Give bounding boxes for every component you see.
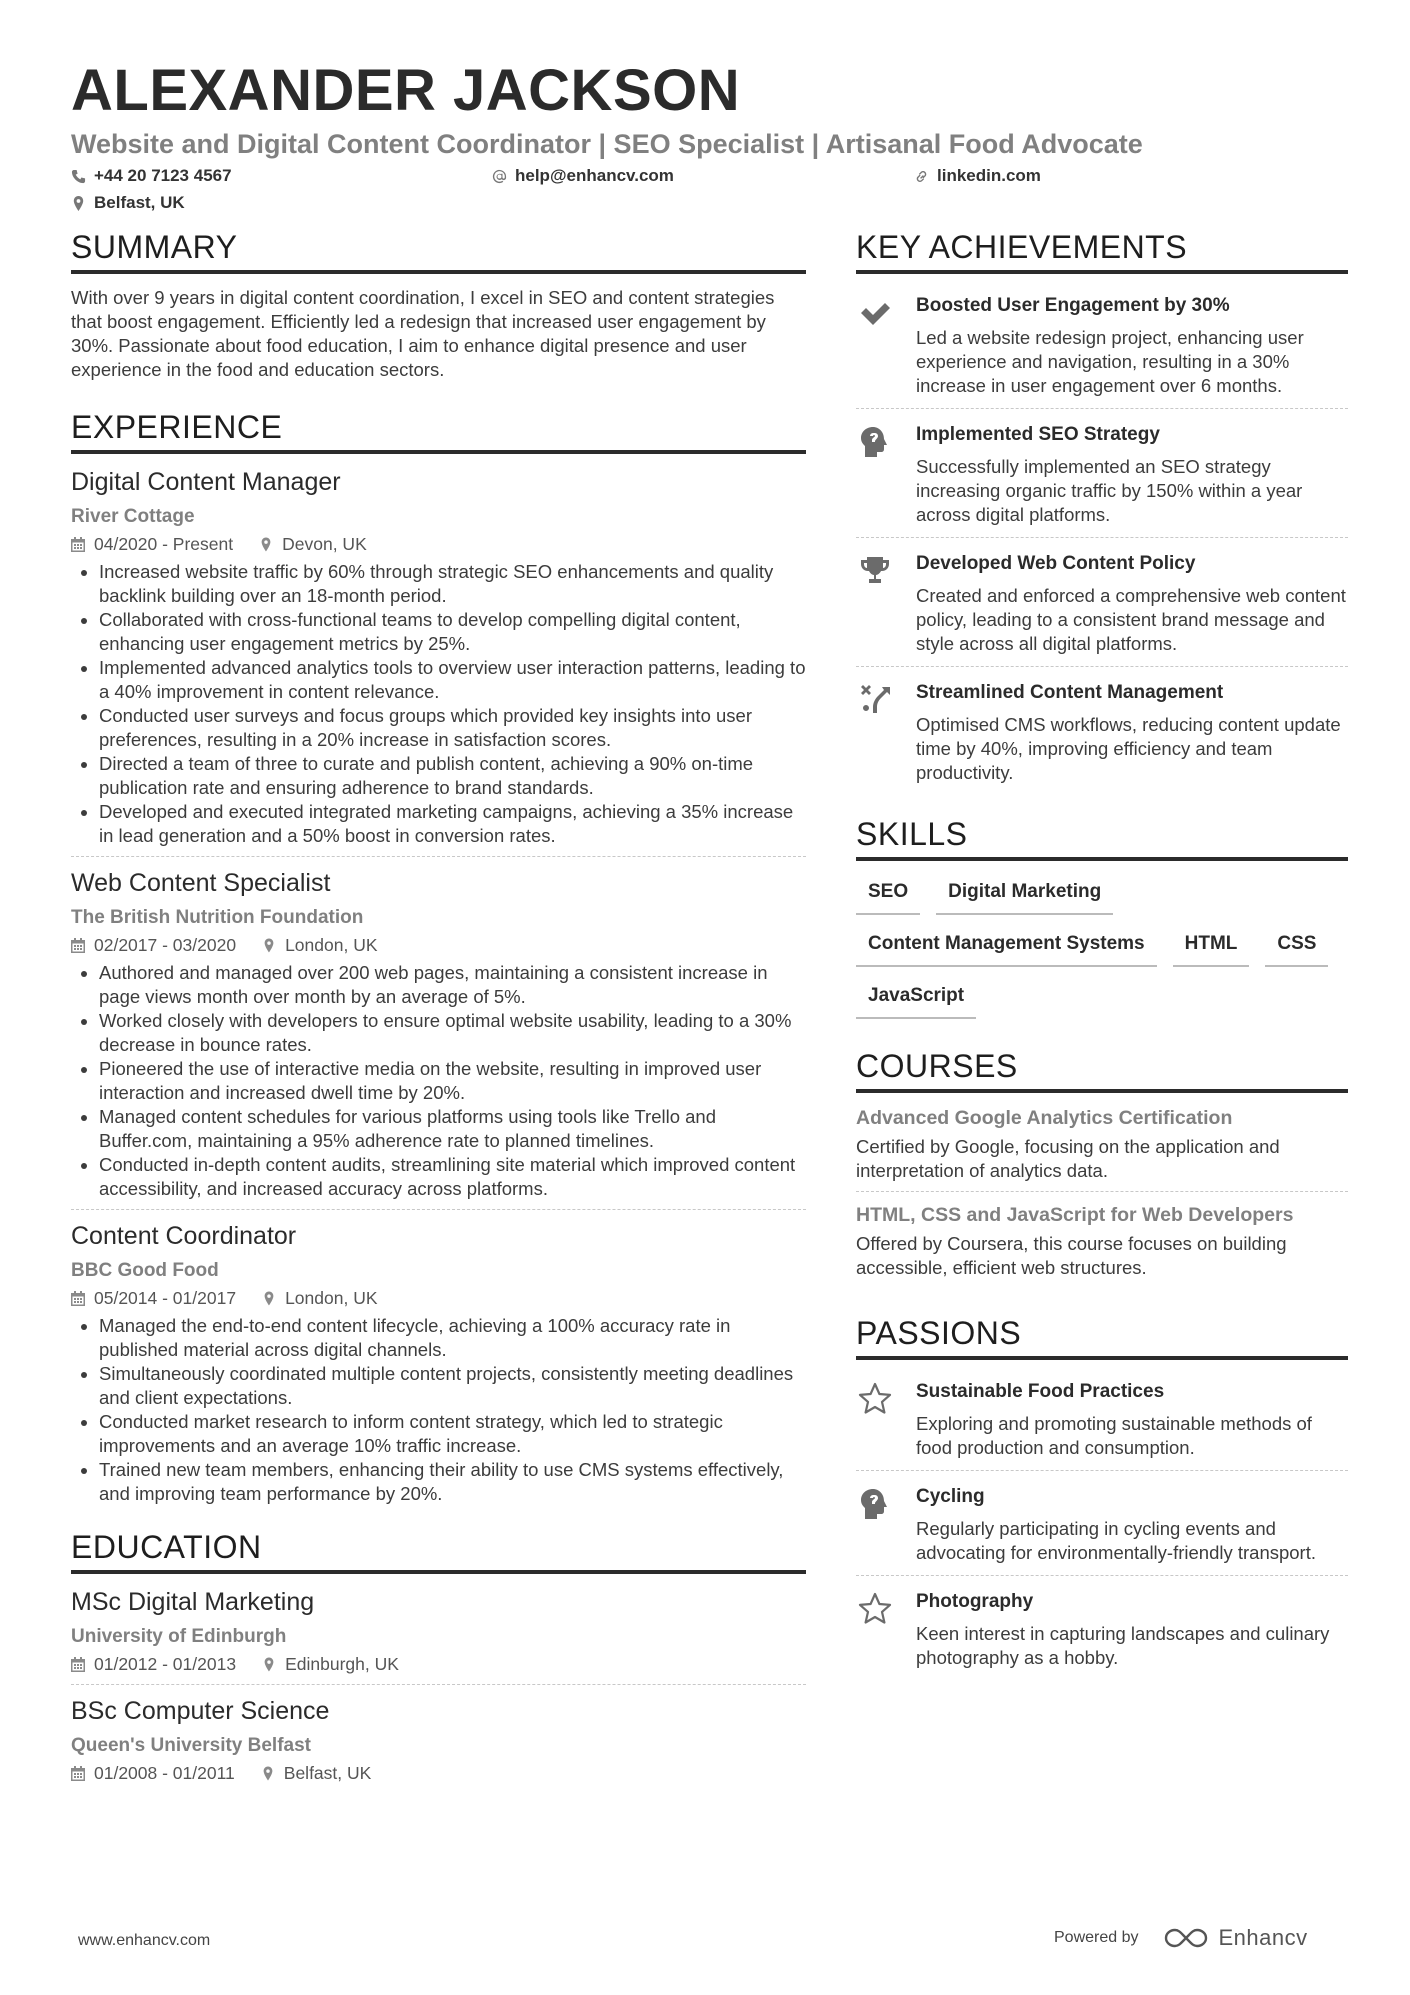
job-company: BBC Good Food [71,1260,219,1281]
passion-desc: Exploring and promoting sustainable methods of food production and consumption. [916,1413,1312,1458]
job-bullet: • Conducted user surveys and focus groups which provided key insights into user preferences, resulting in a 20% increase in satisfaction scores. [99,704,806,752]
star-icon [858,1592,892,1626]
calendar-icon [71,1766,85,1781]
education-dates [71,1652,236,1676]
head-icon [858,1487,892,1521]
job-bullet: • Implemented advanced analytics tools to overview user interaction patterns, leading to a 40% improvement in content relevance. [99,656,806,704]
passion-body [916,1483,1348,1565]
job-dates-text: 05/2014 - 01/2017 [94,1288,237,1308]
job-dates-text: 02/2017 - 03/2020 [94,935,237,955]
location-text: Belfast, UK [94,193,185,212]
job-company: River Cottage [71,506,195,527]
experience-heading: EXPERIENCE [71,408,806,454]
calendar-icon [71,1291,85,1306]
job-title: Digital Content Manager [71,468,341,496]
job-bullet: • Conducted market research to inform content strategy, which led to strategic improvements and an average 10% traffic increase. [99,1410,806,1458]
passion-icon-wrap [856,1378,894,1460]
summary-heading: SUMMARY [71,228,806,274]
course-desc: Offered by Coursera, this course focuses on building accessible, efficient web structures. [856,1233,1287,1278]
job-entry [71,867,806,1210]
education-heading: EDUCATION [71,1528,806,1574]
candidate-title: Website and Digital Content Coordinator | SEO Specialist | Artisanal Food Advocate [71,129,1143,159]
course-title: Advanced Google Analytics Certification [856,1107,1233,1129]
job-meta [71,933,806,957]
brand-logo[interactable] [1163,1925,1308,1951]
location-pin-icon [262,1291,276,1306]
job-dates [71,532,233,556]
phone-text: +44 20 7123 4567 [94,166,232,185]
candidate-name: ALEXANDER JACKSON [71,58,741,123]
skill-tag: Content Management Systems [856,931,1157,967]
job-bullet: • Pioneered the use of interactive media on the website, resulting in improved user interaction and increased dwell time by 20%. [99,1057,806,1105]
achievement-title: Implemented SEO Strategy [916,424,1160,445]
job-bullets [71,560,806,848]
achievement-body [916,679,1348,785]
passion-title: Sustainable Food Practices [916,1381,1165,1402]
education-location [262,1652,399,1676]
passion-item [856,1372,1348,1471]
achievement-body [916,421,1348,527]
job-bullet: • Trained new team members, enhancing their ability to use CMS systems effectively, and improving team performance by 20%. [99,1458,806,1506]
passion-body [916,1588,1348,1670]
passion-title: Photography [916,1591,1034,1612]
summary-section [71,228,806,382]
right-column [856,228,1348,1686]
course-desc: Certified by Google, focusing on the application and interpretation of analytics data. [856,1136,1280,1181]
head-icon [858,425,892,459]
achievement-icon-wrap [856,421,894,527]
achievement-item [856,415,1348,538]
passion-desc: Regularly participating in cycling events and advocating for environmentally-friendly transport. [916,1518,1316,1563]
job-bullet: • Collaborated with cross-functional teams to develop compelling digital content, enhancing user engagement metrics by 25%. [99,608,806,656]
job-entry [71,1220,806,1514]
job-title: Content Coordinator [71,1222,297,1250]
passion-body [916,1378,1348,1460]
skills-section [856,815,1348,1019]
job-dates-text: 04/2020 - Present [94,534,234,554]
linkedin-text[interactable]: linkedin.com [937,166,1041,185]
location-pin-icon [262,938,276,953]
achievement-item [856,544,1348,667]
education-location-text: Edinburgh, UK [285,1654,399,1674]
education-dates [71,1761,235,1785]
job-entry [71,466,806,857]
powered-by-label: Powered by [1054,1929,1139,1946]
left-column [71,228,806,1803]
contact-location [71,193,185,213]
at-icon [492,169,507,184]
location-pin-icon [262,1657,276,1672]
job-title: Web Content Specialist [71,869,331,897]
footer-branding [1054,1925,1308,1951]
achievement-body [916,292,1348,398]
education-meta [71,1761,806,1785]
star-icon [858,1382,892,1416]
passion-title: Cycling [916,1486,985,1507]
job-bullet: • Directed a team of three to curate and publish content, achieving a 90% on-time publication rate and ensuring adherence to brand standards. [99,752,806,800]
courses-heading: COURSES [856,1047,1348,1093]
check-icon [858,296,892,330]
course-item [856,1202,1348,1288]
passions-heading: PASSIONS [856,1314,1348,1360]
strategy-icon [858,683,892,717]
job-bullet: • Conducted in-depth content audits, streamlining site material which improved content accessibility, and increased accuracy across platforms. [99,1153,806,1201]
achievement-desc: Optimised CMS workflows, reducing content update time by 40%, improving efficiency and team productivity. [916,714,1341,783]
calendar-icon [71,938,85,953]
degree-title: BSc Computer Science [71,1697,330,1725]
achievements-section [856,228,1348,795]
passions-section [856,1314,1348,1680]
education-dates-text: 01/2008 - 01/2011 [94,1763,235,1783]
trophy-icon [858,554,892,588]
passion-icon-wrap [856,1483,894,1565]
job-bullets [71,961,806,1201]
achievement-title: Boosted User Engagement by 30% [916,295,1230,316]
skills-list [856,879,1348,1019]
courses-section [856,1047,1348,1288]
location-pin-icon [71,196,86,211]
experience-section [71,408,806,1514]
brand-name: Enhancv [1218,1925,1308,1950]
contact-bar [71,166,1348,224]
contact-linkedin[interactable] [914,166,1041,186]
job-bullet: • Simultaneously coordinated multiple content projects, consistently meeting deadlines and client expectations. [99,1362,806,1410]
skill-tag: CSS [1265,931,1328,967]
course-item [856,1105,1348,1192]
job-bullet: • Developed and executed integrated marketing campaigns, achieving a 35% increase in lead generation and a 50% boost in conversion rates. [99,800,806,848]
school-name: University of Edinburgh [71,1626,287,1647]
passion-item [856,1582,1348,1680]
job-location-text: London, UK [285,935,378,955]
resume-page [71,58,1348,1783]
passion-item [856,1477,1348,1576]
job-location [262,933,377,957]
job-company: The British Nutrition Foundation [71,907,364,928]
achievement-title: Developed Web Content Policy [916,553,1196,574]
job-bullets [71,1314,806,1506]
course-title: HTML, CSS and JavaScript for Web Developers [856,1204,1294,1226]
contact-phone [71,166,232,186]
footer-website[interactable]: www.enhancv.com [78,1932,211,1949]
achievement-desc: Led a website redesign project, enhancing user experience and navigation, resulting in a 30% increase in user engagement over 6 months. [916,327,1304,396]
education-entry [71,1586,806,1685]
achievement-item [856,673,1348,795]
job-bullet: • Managed content schedules for various platforms using tools like Trello and Buffer.com, maintaining a 95% adherence rate to planned timelines. [99,1105,806,1153]
job-location-text: London, UK [285,1288,378,1308]
job-bullet: • Managed the end-to-end content lifecycle, achieving a 100% accuracy rate in published material across digital channels. [99,1314,806,1362]
job-meta [71,1286,806,1310]
skill-tag: Digital Marketing [936,879,1113,915]
location-pin-icon [259,537,273,552]
achievement-desc: Successfully implemented an SEO strategy increasing organic traffic by 150% within a year across digital platforms. [916,456,1303,525]
achievement-icon-wrap [856,679,894,785]
education-section [71,1528,806,1793]
achievement-desc: Created and enforced a comprehensive web content policy, leading to a consistent brand message and style across all digital platforms. [916,585,1346,654]
passion-desc: Keen interest in capturing landscapes and culinary photography as a hobby. [916,1623,1330,1668]
job-bullet: • Worked closely with developers to ensure optimal website usability, leading to a 30% decrease in bounce rates. [99,1009,806,1057]
achievement-icon-wrap [856,550,894,656]
skill-tag: SEO [856,879,920,915]
education-location [261,1761,372,1785]
education-dates-text: 01/2012 - 01/2013 [94,1654,237,1674]
achievement-body [916,550,1348,656]
job-location [259,532,367,556]
achievement-title: Streamlined Content Management [916,682,1224,703]
education-location-text: Belfast, UK [283,1763,372,1783]
school-name: Queen's University Belfast [71,1735,311,1756]
job-dates [71,933,236,957]
calendar-icon [71,537,85,552]
education-entry [71,1695,806,1793]
phone-icon [71,169,86,184]
job-bullet: • Authored and managed over 200 web pages, maintaining a consistent increase in page views month over month by an average of 5%. [99,961,806,1009]
job-location-text: Devon, UK [282,534,367,554]
job-dates [71,1286,236,1310]
job-bullet: • Increased website traffic by 60% through strategic SEO enhancements and quality backlink building over an 18-month period. [99,560,806,608]
education-meta [71,1652,806,1676]
skill-tag: JavaScript [856,983,976,1019]
summary-text: With over 9 years in digital content coordination, I excel in SEO and content strategies that boost engagement. Efficiently led a redesign that increased user engagement by 30%. Passionate about food education, I aim to enhance digital presence and user experience in the food and education sectors. [71,287,775,380]
achievement-icon-wrap [856,292,894,398]
job-location [262,1286,377,1310]
passion-icon-wrap [856,1588,894,1670]
achievements-heading: KEY ACHIEVEMENTS [856,228,1348,274]
calendar-icon [71,1657,85,1672]
achievement-item [856,286,1348,409]
location-pin-icon [261,1766,275,1781]
contact-email[interactable] [492,166,674,186]
link-icon [914,169,929,184]
skills-heading: SKILLS [856,815,1348,861]
infinity-logo-icon [1163,1927,1209,1949]
email-text[interactable]: help@enhancv.com [515,166,674,185]
skill-tag: HTML [1173,931,1250,967]
degree-title: MSc Digital Marketing [71,1588,315,1616]
job-meta [71,532,806,556]
